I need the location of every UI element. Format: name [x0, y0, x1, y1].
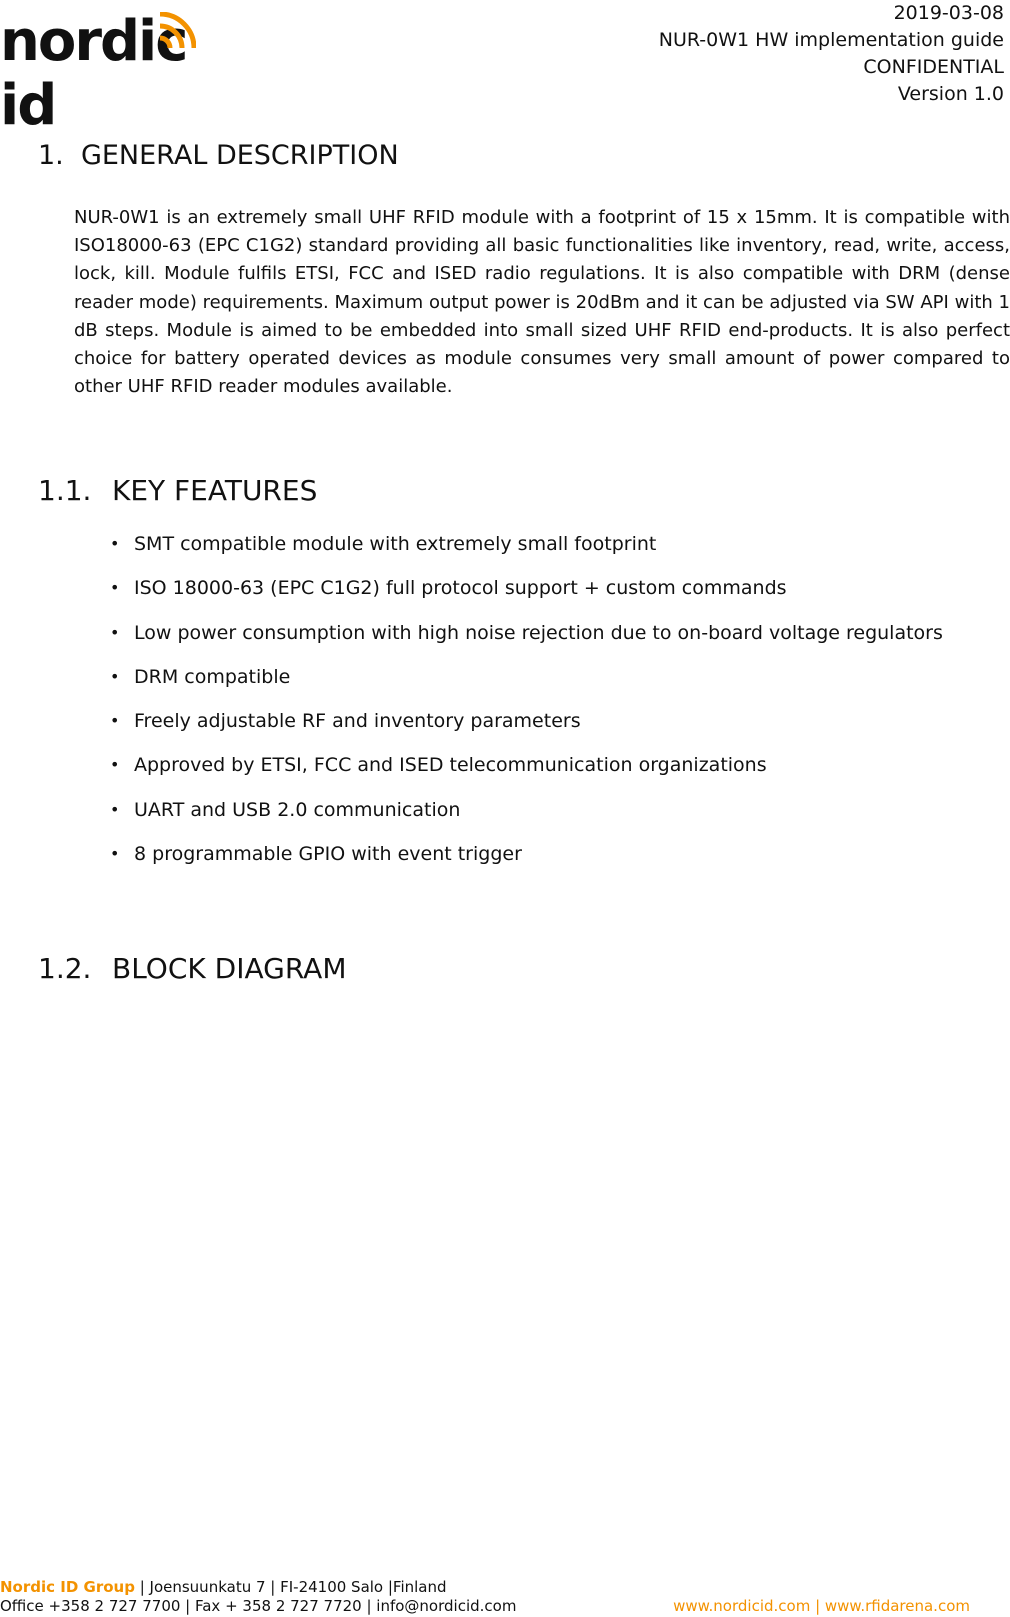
company-logo [0, 9, 260, 138]
block-diagram-area [38, 1010, 978, 1510]
list-item: • 8 programmable GPIO with event trigger [110, 843, 522, 866]
section-heading-key-features: 1.1. KEY FEATURES [38, 474, 318, 507]
footer-links[interactable]: www.nordicid.com | www.rfidarena.com [673, 1597, 970, 1615]
footer-address-line [0, 1578, 447, 1597]
key-features-list [110, 532, 943, 886]
list-item: • UART and USB 2.0 communication [110, 798, 461, 821]
footer-contact: Office +358 2 727 7700 | Fax + 358 2 727 7720 | info@nordicid.com [0, 1597, 517, 1615]
document-classification: CONFIDENTIAL [863, 56, 1004, 78]
list-item: • Low power consumption with high noise rejection due to on-board voltage regulators [110, 621, 943, 644]
general-description-paragraph: NUR-0W1 is an extremely small UHF RFID module with a footprint of 15 x 15mm. It is compatible with ISO18000-63 (EPC C1G2) standard providing all basic functionalities like inventory, read, write, access, lock, kill. Module fulfils ETSI, FCC and ISED radio regulations. It is also compatible with DRM (dense reader mode) requirements. Maximum output power is 20dBm and it can be adjusted via SW API with 1 dB steps. Module is aimed to be embedded into small sized UHF RFID end-products. It is also perfect choice for battery operated devices as module consumes very small amount of power compared to other UHF RFID reader modules available. [74, 207, 1010, 398]
list-item: • Freely adjustable RF and inventory parameters [110, 710, 581, 733]
section-heading-block-diagram: 1.2. BLOCK DIAGRAM [38, 952, 347, 985]
list-item: • SMT compatible module with extremely small footprint [110, 533, 657, 555]
footer-address: | Joensuunkatu 7 | FI-24100 Salo |Finland [134, 1578, 447, 1596]
document-date: 2019-03-08 [893, 2, 1004, 24]
document-version: Version 1.0 [897, 83, 1004, 105]
list-item: • ISO 18000-63 (EPC C1G2) full protocol support + custom commands [110, 577, 787, 600]
page-footer [0, 1578, 1010, 1616]
document-title: NUR-0W1 HW implementation guide [658, 29, 1004, 51]
footer-company: Nordic ID Group [0, 1578, 135, 1596]
document-header [659, 0, 1004, 108]
logo-wordmark: nordicid [0, 9, 187, 138]
list-item: • DRM compatible [110, 665, 291, 688]
list-item: • Approved by ETSI, FCC and ISED telecommunication organizations [110, 754, 767, 777]
signal-waves-icon [156, 12, 196, 62]
section-heading-general-description: 1. GENERAL DESCRIPTION [38, 140, 399, 171]
